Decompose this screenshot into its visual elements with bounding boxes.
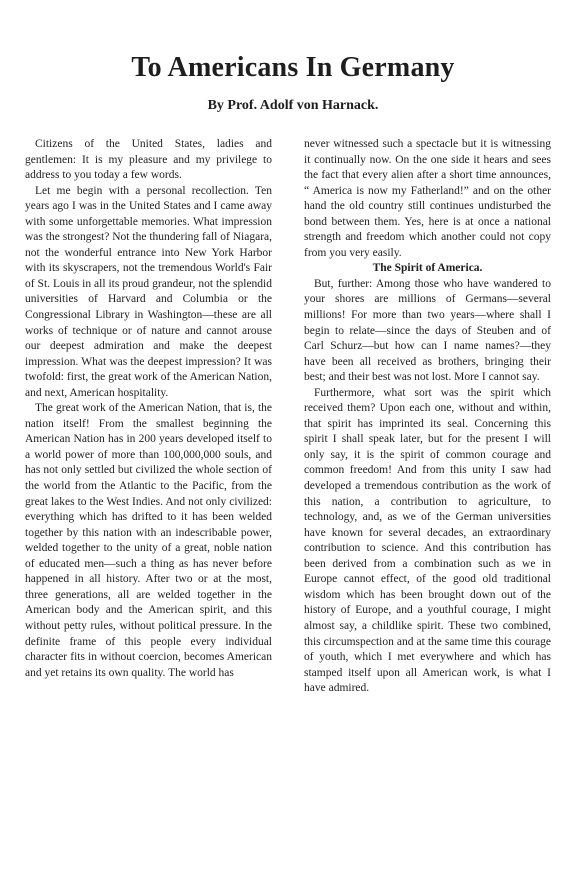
article-title: To Americans In Germany [131, 52, 455, 83]
left-column [25, 137, 272, 681]
right-column [304, 137, 551, 697]
paragraph: Let me begin with a personal recollection. Ten years ago I was in the United States and I came away with some unforgettable memories. What impression was the strongest? Not the thundering fall of Niagara, not the wonderful entrance into New York Harbor with its skyscrapers, not the tremendous World's Fair of St. Louis in all its proud grandeur, not the splendid universities of Harvard and Columbia or the Congressional Library in Washington—these are all works of technique or of nature and cannot arouse our deepest admiration and make the deepest impression. What was the deepest impression? It was twofold: first, the great work of the American Nation, and next, American hospitality. [25, 184, 272, 399]
paragraph: The great work of the American Nation, that is, the nation itself! From the smallest beginning the American Nation has in 200 years developed itself to a world power of more than 100,000,000 souls, and has not only settled but civilized the whole section of the world from the Atlantic to the Pacific, from the great lakes to the West Indies. And not only civilized: everything which has drifted to it has been welded together by this nation with an indescribable power, welded together to the unity of a great, noble nation of educated men—such a thing as has never before happened in all history. After two or at the most, three generations, all are welded together in the American body and the American spirit, and this without petty rules, without political pressure. In the definite frame of this people every individual character fits in without coercion, becomes American and yet retains its own quality. The world has [25, 402, 272, 679]
paragraph: never witnessed such a spectacle but it is witnessing it continually now. On the one side it hears and sees the fact that every alien after a short time announces, “ America is now my Fatherland!” and on the other hand the old country still continues undisturbed the bond between them. Yes, here is at once a national strength and freedom which another could not copy from you very easily. [304, 138, 551, 259]
article-byline: By Prof. Adolf von Harnack. [207, 98, 379, 113]
section-subheading: The Spirit of America. [372, 262, 483, 275]
paragraph: Furthermore, what sort was the spirit which received them? Upon each one, without and within, that spirit has imprinted its seal. Concerning this spirit I shall speak later, but for the present I will only say, it is the spirit of common courage and common freedom! And from this unity I saw had developed a tremendous contribution as the work of this nation, a contribution to agriculture, to technology, and, as we of the German universities have known for several decades, an extraordinary contribution to science. And this contribution has been derived from a combination such as we in Europe cannot effect, of the good old traditional wisdom which has been brought down out of the history of Europe, and a youthful courage, I might almost say, a childlike spirit. These two combined, this circumspection and at the same time this courage of youth, which I met everywhere and which has stamped itself upon all American work, is what I have admired. [304, 386, 551, 695]
paragraph: But, further: Among those who have wandered to your shores are millions of Germans—several millions! For more than two years—where shall I begin to relate—since the days of Steuben and of Carl Schurz—but how can I name names?—they have been all received as brothers, bringing their best; and their best was not lost. More I cannot say. [304, 277, 551, 384]
paragraph: Citizens of the United States, ladies and gentlemen: It is my pleasure and my privilege to address to you today a few words. [25, 138, 272, 182]
